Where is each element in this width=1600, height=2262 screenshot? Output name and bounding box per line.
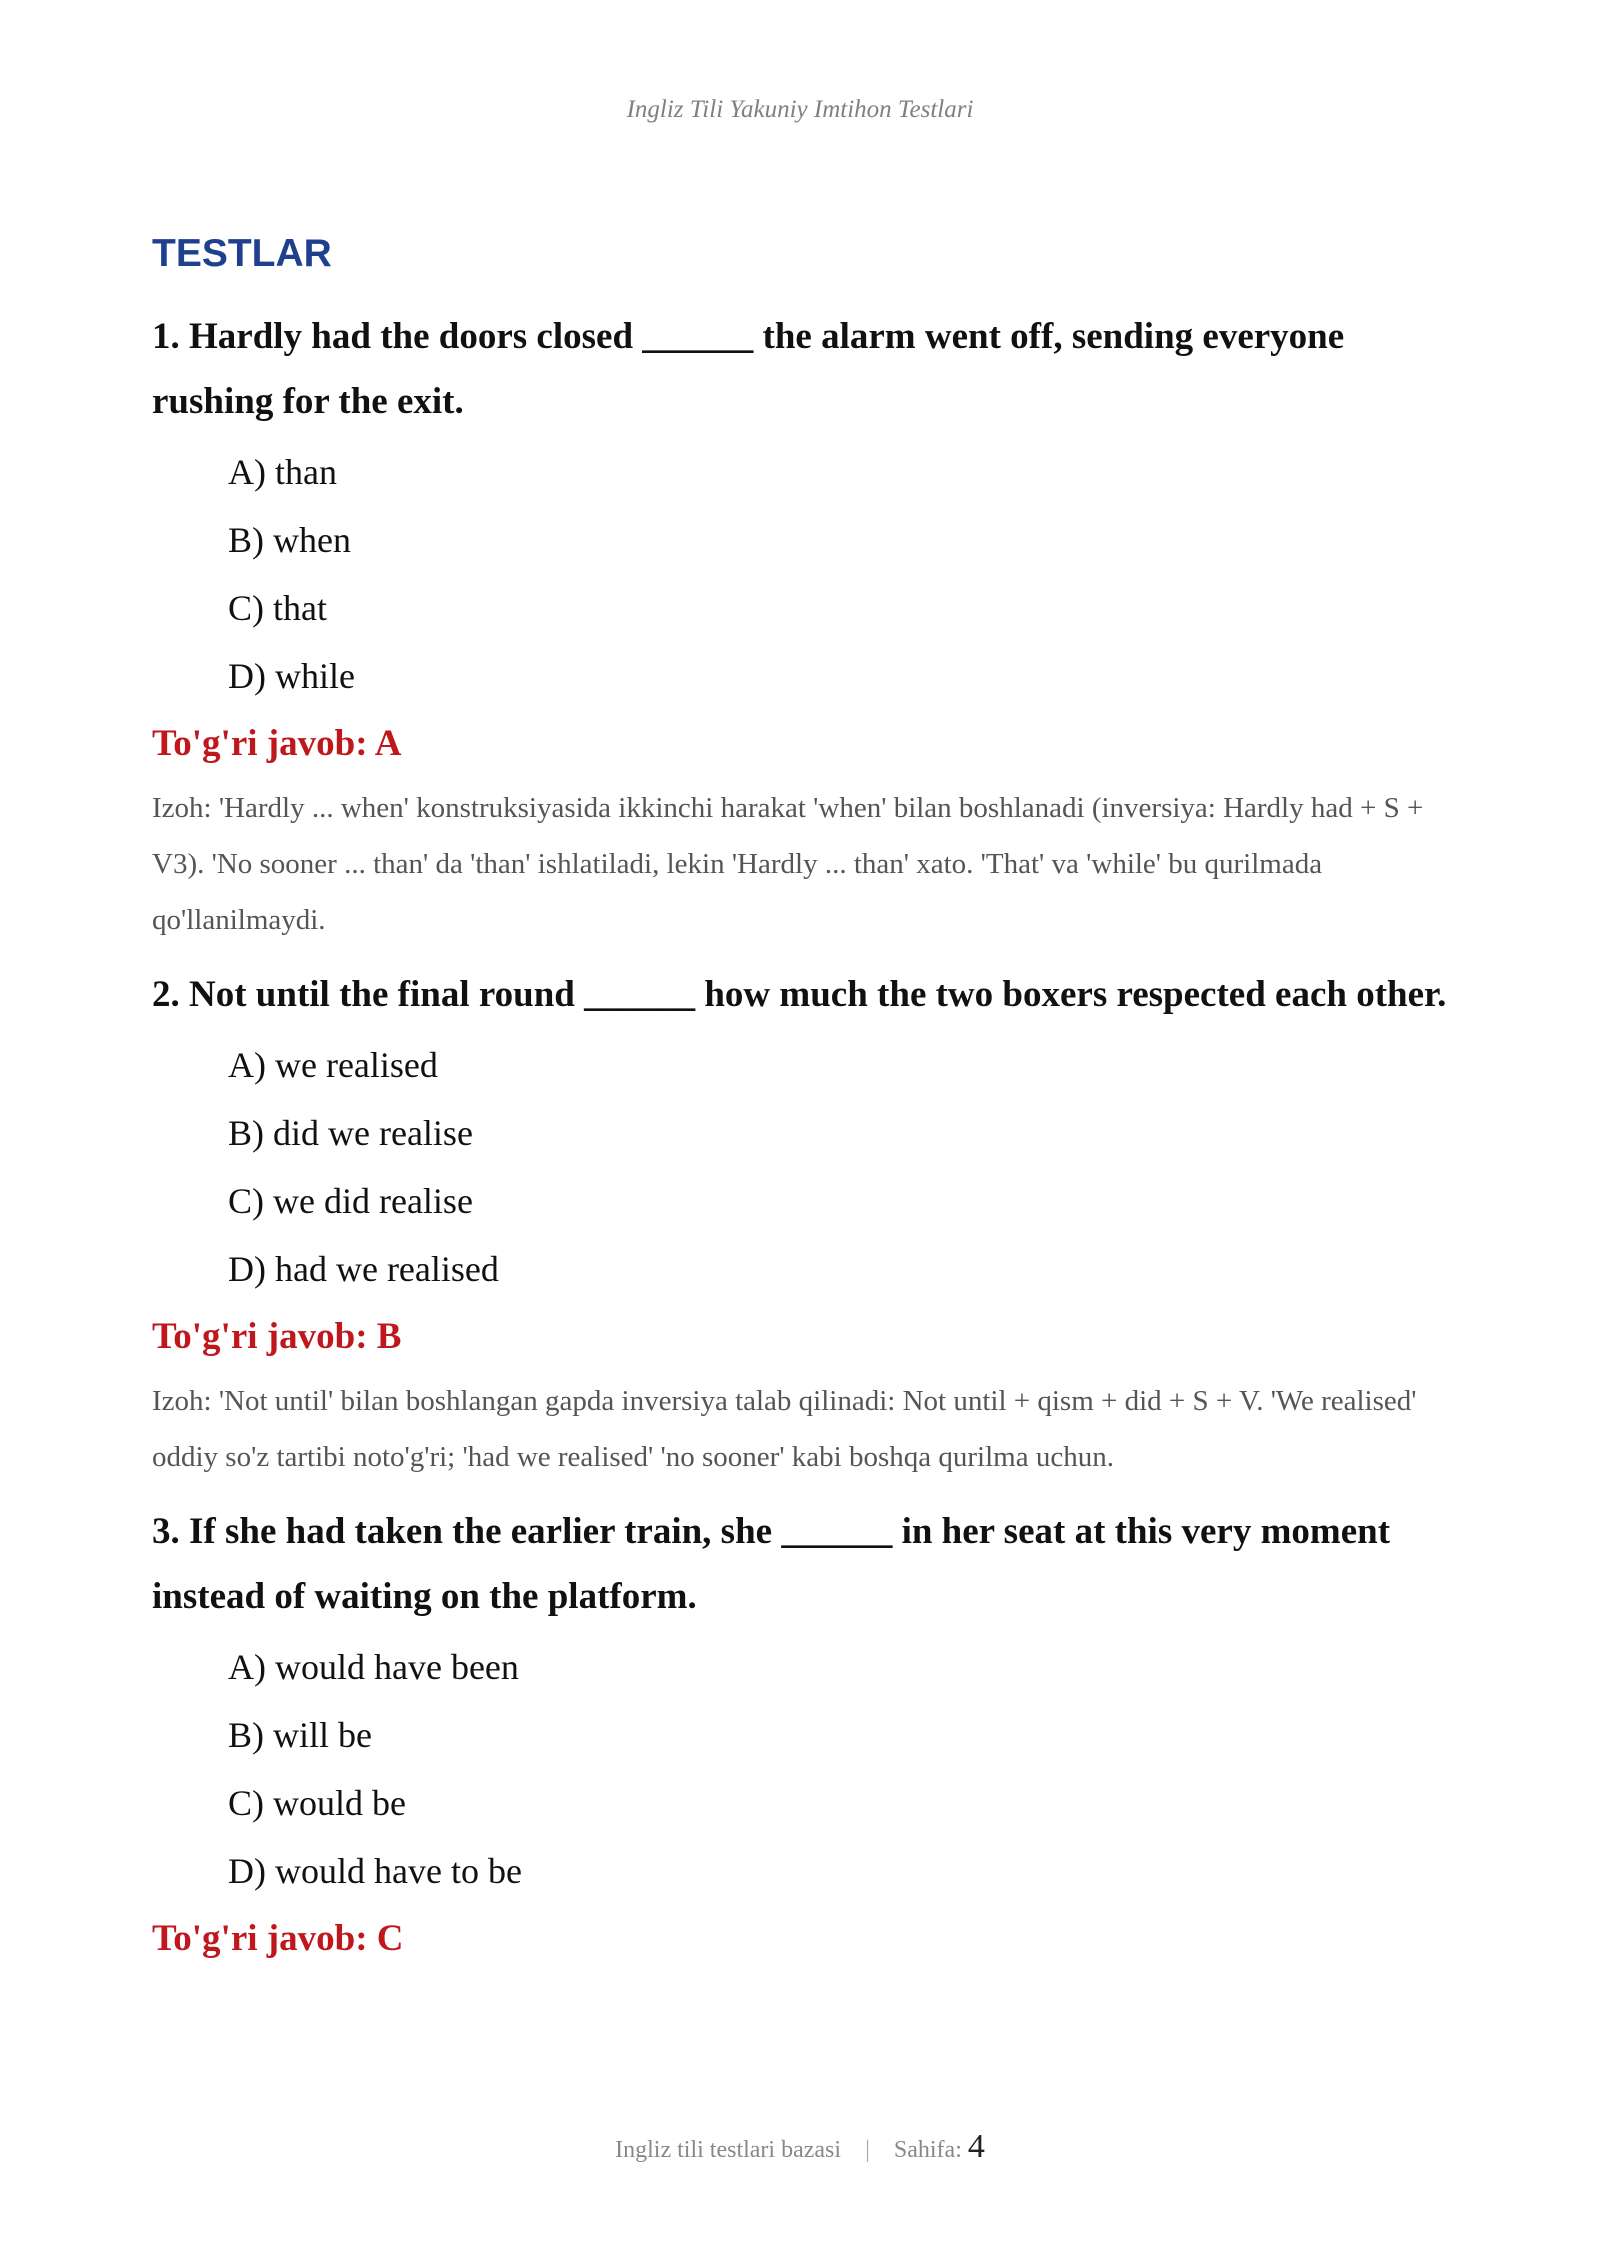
question-text: 1. Hardly had the doors closed ______ the alarm went off, sending everyone rushing for the exit. <box>152 316 1345 422</box>
footer-separator: | <box>865 2137 870 2163</box>
option-b: B) when <box>228 520 351 560</box>
page-label: Sahifa: <box>893 2137 962 2163</box>
correct-answer: To'g'ri javob: C <box>152 1918 404 1959</box>
options-list <box>228 1031 1452 1303</box>
option-d: D) would have to be <box>228 1851 522 1891</box>
option-c: C) would be <box>228 1783 406 1823</box>
option-a: A) than <box>228 452 337 492</box>
explanation: Izoh: 'Hardly ... when' konstruksiyasida ikkinchi harakat 'when' bilan boshlanadi (inversiya: Hardly had + S + V3). 'No sooner ... than' da 'than' ishlatiladi, lekin 'Hardly ... than' xato. 'That' va 'while' bu qurilmada qo'llanilmaydi. <box>152 792 1424 936</box>
question-block-3 <box>152 1499 1452 1973</box>
question-text: 3. If she had taken the earlier train, she ______ in her seat at this very moment instead of waiting on the platform. <box>152 1511 1391 1617</box>
footer-title: Ingliz tili testlari bazasi <box>615 2137 842 2163</box>
correct-answer: To'g'ri javob: B <box>152 1316 402 1357</box>
options-list <box>228 438 1452 710</box>
option-d: D) had we realised <box>228 1249 499 1289</box>
section-title: TESTLAR <box>152 232 332 275</box>
correct-answer: To'g'ri javob: A <box>152 723 402 764</box>
page-header: Ingliz Tili Yakuniy Imtihon Testlari <box>626 96 974 123</box>
option-a: A) we realised <box>228 1045 438 1085</box>
page-content <box>152 226 1452 1983</box>
option-b: B) did we realise <box>228 1113 473 1153</box>
question-block-1 <box>152 304 1452 948</box>
question-block-2 <box>152 962 1452 1485</box>
page-footer <box>0 2128 1600 2166</box>
option-b: B) will be <box>228 1715 372 1755</box>
option-d: D) while <box>228 656 355 696</box>
explanation: Izoh: 'Not until' bilan boshlangan gapda inversiya talab qilinadi: Not until + qism + did + S + V. 'We realised' oddiy so'z tartibi noto'g'ri; 'had we realised' 'no sooner' kabi boshqa qurilma uchun. <box>152 1385 1417 1473</box>
question-text: 2. Not until the final round ______ how much the two boxers respected each other. <box>152 974 1447 1015</box>
option-c: C) that <box>228 588 327 628</box>
page-number: 4 <box>967 2128 985 2165</box>
option-a: A) would have been <box>228 1647 519 1687</box>
option-c: C) we did realise <box>228 1181 473 1221</box>
options-list <box>228 1633 1452 1905</box>
